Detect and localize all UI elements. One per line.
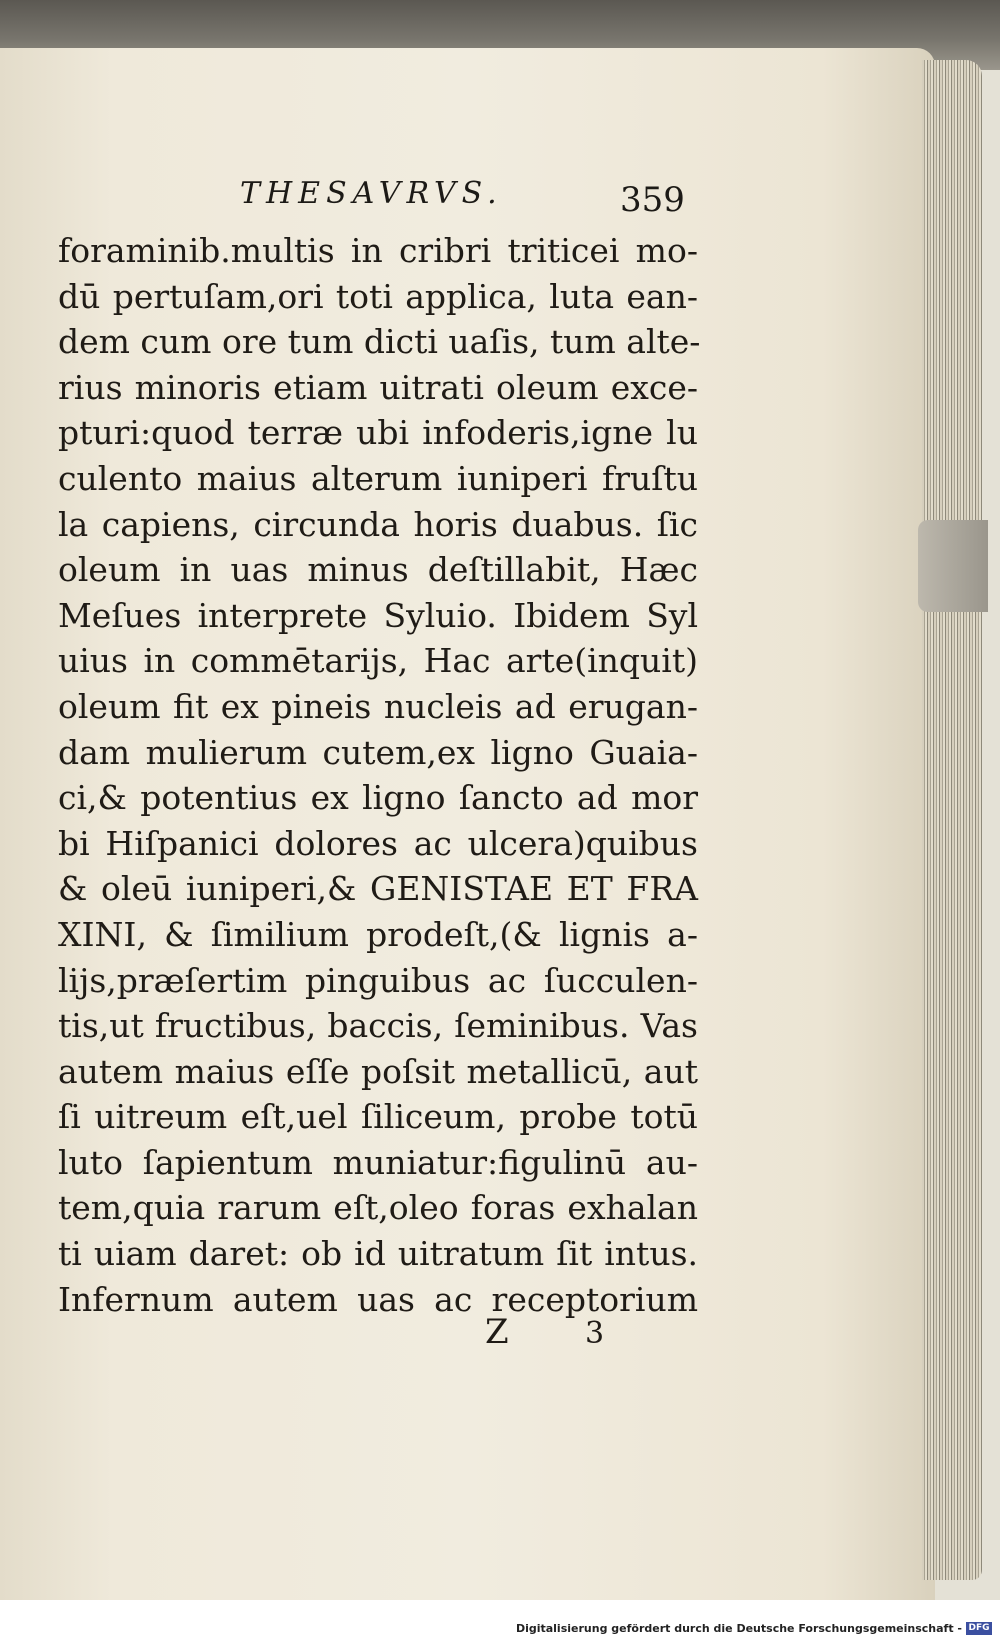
text-line: oleum in uas minus deſtillabit, Hæc — [58, 550, 698, 590]
text-line: XINI, & ſimilium prodeſt,(& lignis a- — [58, 914, 698, 954]
bookmark-tab — [918, 520, 988, 612]
body-text — [58, 228, 701, 1322]
text-line: rius minoris etiam uitrati oleum exce- — [58, 367, 698, 407]
text-line: foraminib.multis in cribri triticei mo- — [58, 231, 698, 270]
text-line: Infernum autem uas ac receptorium — [58, 1279, 698, 1319]
dfg-logo: DFG — [966, 1622, 992, 1635]
running-title: THESAVRVS. — [240, 176, 503, 211]
text-line: pturi:quod terræ ubi infoderis,igne lu — [58, 413, 698, 453]
digitization-footer — [515, 1620, 1000, 1637]
text-line: dū pertuſam,ori toti applica, luta ean- — [58, 276, 698, 316]
footer-credit: Digitalisierung gefördert durch die Deutsche Forschungsgemeinschaft - — [515, 1622, 962, 1635]
text-line: culento maius alterum iuniperi fruſtu — [58, 458, 698, 498]
text-line: & oleū iuniperi,& GENISTAE ET FRA — [58, 869, 698, 909]
page-header — [232, 168, 712, 228]
text-line: uius in commētarijs, Hac arte(inquit) — [58, 641, 698, 681]
signature-mark — [485, 1312, 605, 1362]
text-line: bi Hiſpanici dolores ac ulcera)quibus — [58, 823, 698, 863]
page-number: 359 — [620, 180, 685, 220]
text-line: dem cum ore tum dicti uaſis, tum alte- — [58, 322, 701, 362]
text-line: ci,& potentius ex ligno ſancto ad mor — [58, 778, 698, 818]
text-line: ti uiam daret: ob id uitratum ſit intus. — [58, 1234, 698, 1274]
signature-letter: Z — [485, 1312, 509, 1352]
text-line: autem maius eſſe poſsit metallicū, aut — [58, 1051, 698, 1091]
text-line: dam mulierum cutem,ex ligno Guaia- — [58, 732, 698, 772]
text-line: tem,quia rarum eſt,oleo foras exhalan — [58, 1188, 698, 1228]
text-line: la capiens, circunda horis duabus. ſic — [58, 504, 698, 544]
text-line: luto ſapientum muniatur:figulinū au- — [58, 1142, 698, 1182]
text-line: ſi uitreum eſt,uel ſiliceum, probe totū — [58, 1097, 698, 1137]
page-stack-edges — [922, 60, 982, 1580]
text-line: tis,ut fructibus, baccis, ſeminibus. Vas — [58, 1006, 698, 1046]
text-line: lijs,præſertim pinguibus ac ſucculen- — [58, 960, 698, 1000]
text-line: Meſues interprete Syluio. Ibidem Syl — [58, 595, 698, 635]
text-line: oleum fit ex pineis nucleis ad erugan- — [58, 686, 698, 726]
signature-number: 3 — [585, 1316, 605, 1351]
